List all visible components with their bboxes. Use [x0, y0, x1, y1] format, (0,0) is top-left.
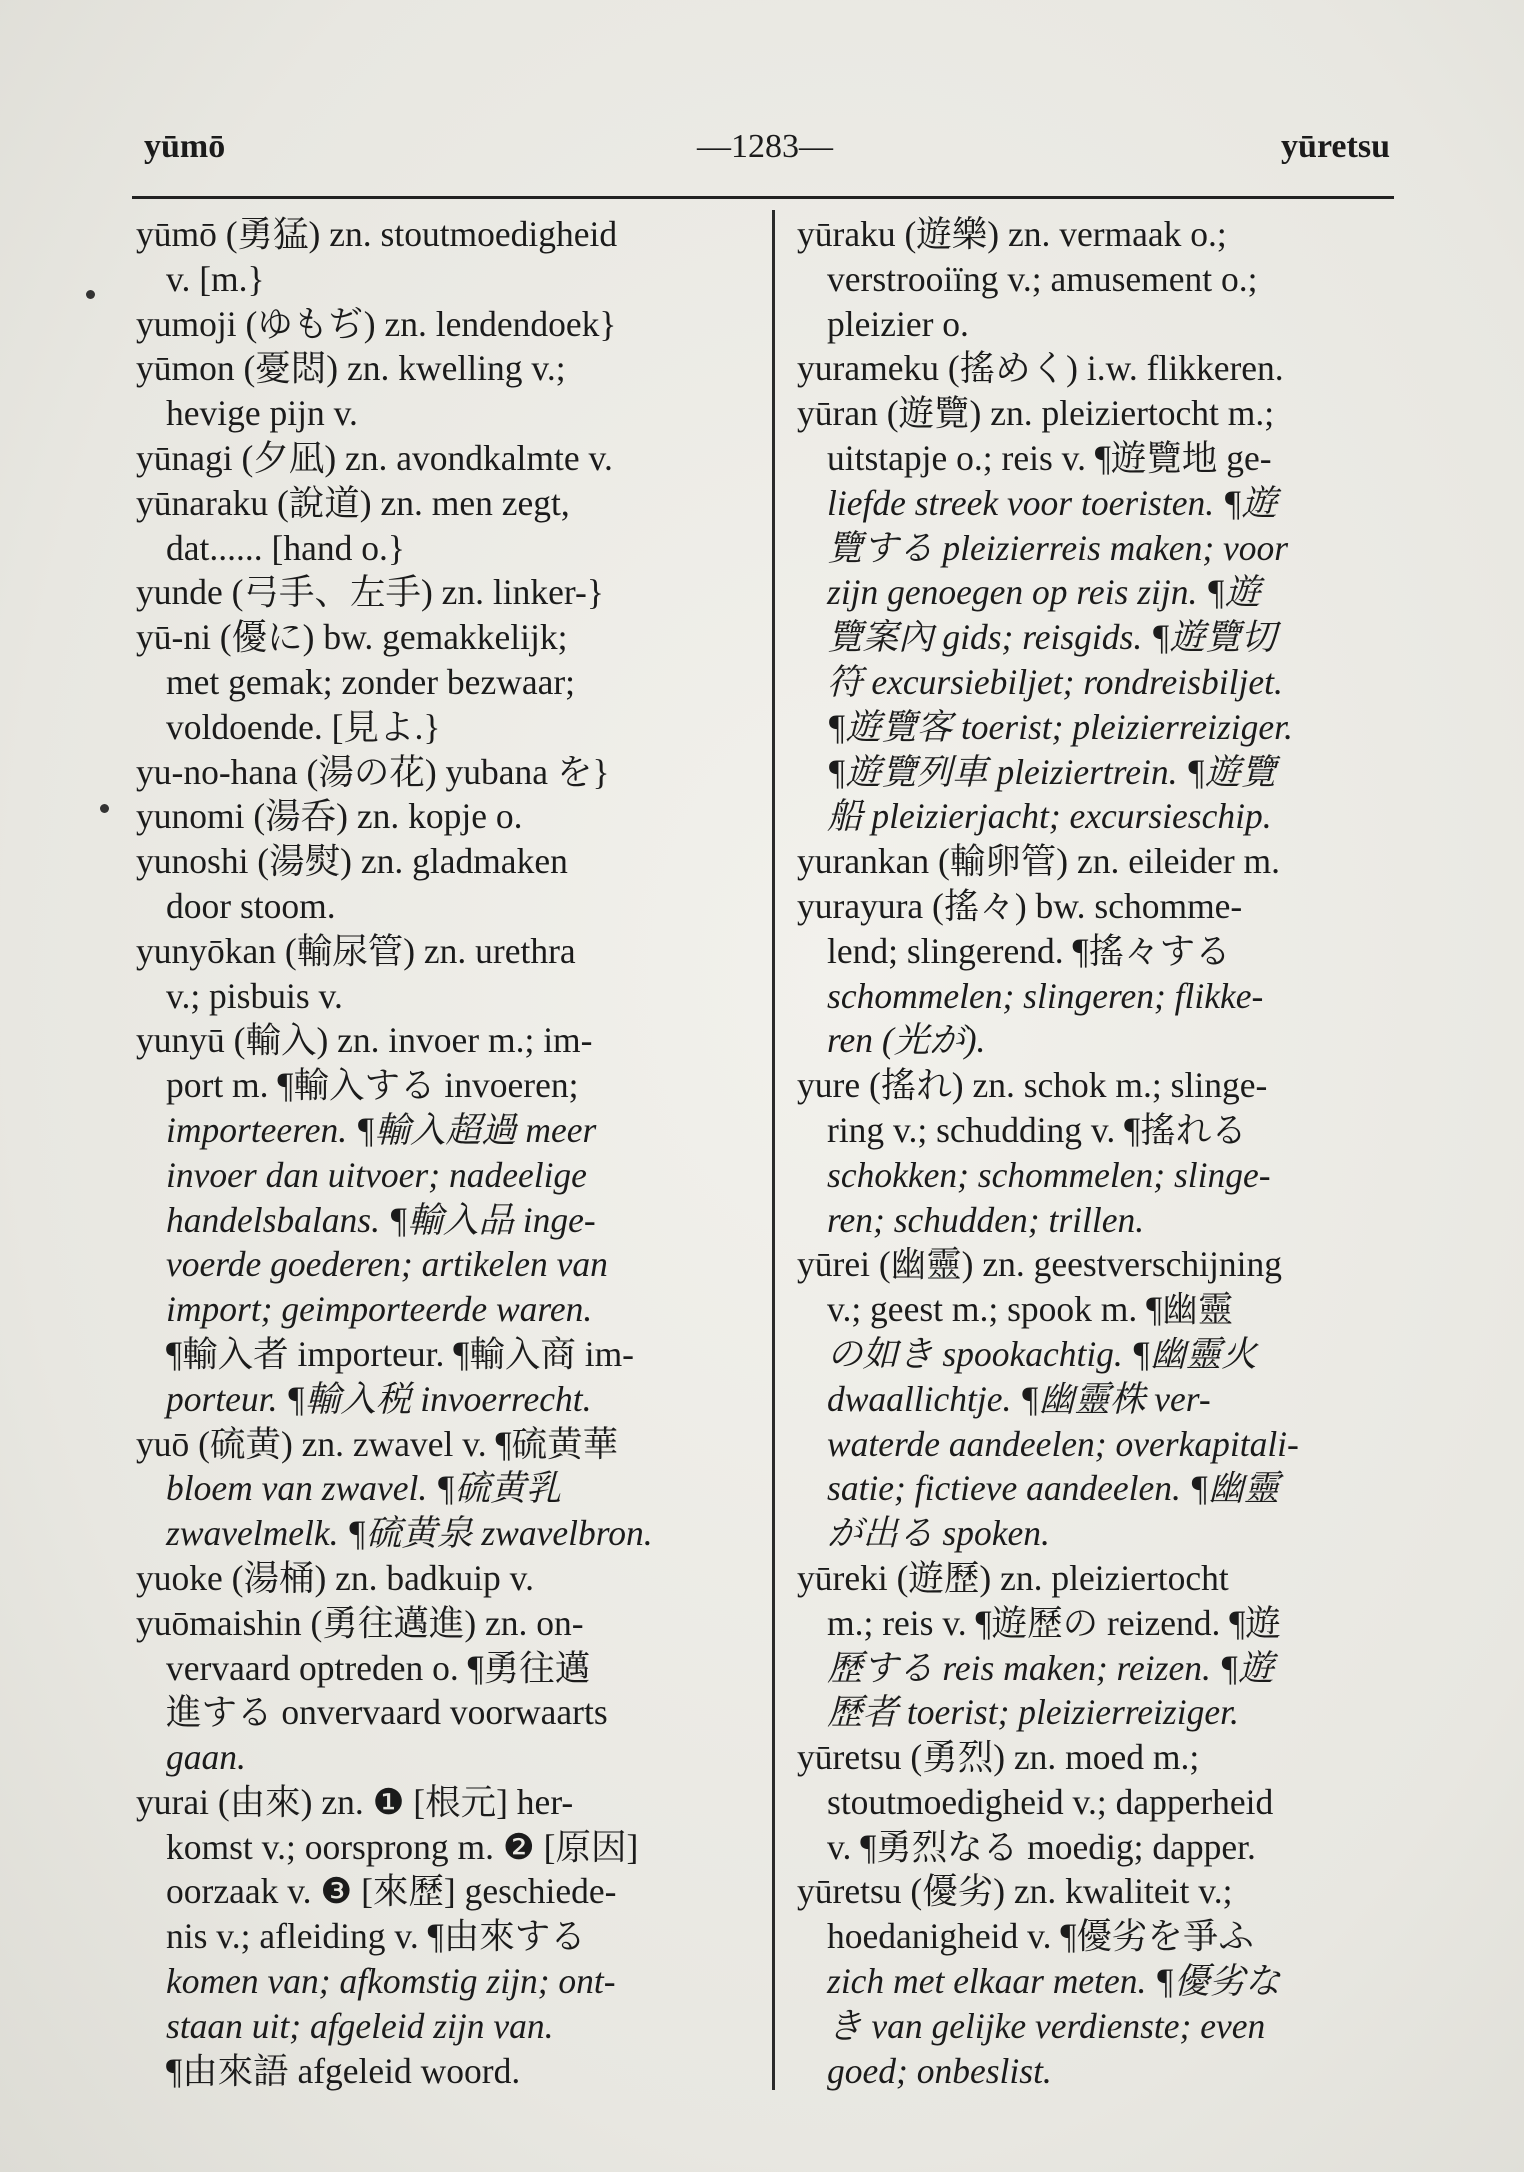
- entry-line: voldoende. [見よ.}: [166, 706, 441, 747]
- entry-line: yūnagi (夕凪) zn. avondkalmte v.: [136, 437, 613, 478]
- left-column: [136, 212, 746, 2093]
- entry-line: yūmon (憂悶) zn. kwelling v.;: [136, 348, 566, 389]
- entry-line: verstrooiïng v.; amusement o.;: [827, 258, 1258, 299]
- entry-line: liefde streek voor toeristen. ¶遊: [827, 482, 1278, 523]
- entry-line: v.; geest m.; spook m. ¶幽靈: [827, 1289, 1234, 1330]
- entry-line: yure (搖れ) zn. schok m.; slinge-: [797, 1065, 1268, 1106]
- entry-line: yūraku (遊樂) zn. vermaak o.;: [797, 214, 1227, 254]
- entry-line: komst v.; oorsprong m. ❷ [原因]: [166, 1826, 639, 1867]
- running-head: [140, 128, 1390, 178]
- entry-line: yūmō (勇猛) zn. stoutmoedigheid: [136, 214, 618, 254]
- entry-line: yunyū (輸入) zn. invoer m.; im-: [136, 1020, 593, 1061]
- entry-line: yū-ni (優に) bw. gemakkelijk;: [136, 617, 568, 658]
- entry-line: 進する onvervaard voorwaarts: [166, 1692, 608, 1733]
- entry-line: v. ¶勇烈なる moedig; dapper.: [827, 1826, 1256, 1867]
- entry-line: yūran (遊覽) zn. pleiziertocht m.;: [797, 393, 1275, 434]
- entry-line: goed; onbeslist.: [827, 2050, 1052, 2091]
- entry-line: ren (光が).: [827, 1020, 986, 1061]
- entry-line: 歷者 toerist; pleizierreiziger.: [827, 1692, 1239, 1733]
- entry-line: staan uit; afgeleid zijn van.: [166, 2005, 554, 2046]
- entry-line: ¶由來語 afgeleid woord.: [166, 2050, 521, 2091]
- entry-line: bloem van zwavel. ¶硫黄乳: [166, 1468, 562, 1509]
- entry-line: yumoji (ゆもぢ) zn. lendendoek}: [136, 303, 617, 344]
- entry-line: vervaard optreden o. ¶勇往邁: [166, 1647, 591, 1688]
- entry-line: m.; reis v. ¶遊歷の reizend. ¶遊: [827, 1602, 1281, 1643]
- entry-line: ring v.; schudding v. ¶搖れる: [827, 1109, 1247, 1150]
- entry-line: き van gelijke verdienste; even: [827, 2005, 1266, 2046]
- entry-line: handelsbalans. ¶輸入品 inge-: [166, 1199, 596, 1240]
- entry-line: ¶輸入者 importeur. ¶輸入商 im-: [166, 1333, 635, 1374]
- entry-line: invoer dan uitvoer; nadeelige: [166, 1154, 587, 1195]
- entry-line: ¶遊覽客 toerist; pleizierreiziger.: [827, 706, 1293, 747]
- right-column: [797, 212, 1415, 2093]
- entry-line: komen van; afkomstig zijn; ont-: [166, 1961, 616, 2002]
- margin-mark: [100, 804, 109, 813]
- entry-line: porteur. ¶輸入税 invoerrecht.: [166, 1378, 592, 1419]
- entry-line: yunoshi (湯熨) zn. gladmaken: [136, 841, 568, 882]
- column-divider: [772, 210, 775, 2090]
- entry-line: oorzaak v. ❸ [來歷] geschiede-: [166, 1871, 617, 1912]
- entry-line: import; geimporteerde waren.: [166, 1289, 593, 1330]
- entry-line: schokken; schommelen; slinge-: [827, 1154, 1271, 1195]
- entry-line: schommelen; slingeren; flikke-: [827, 975, 1264, 1016]
- entry-line: 覽案內 gids; reisgids. ¶遊覽切: [827, 617, 1277, 658]
- page-number: —1283—: [697, 128, 833, 165]
- entry-line: yuoke (湯桶) zn. badkuip v.: [136, 1557, 534, 1598]
- entry-line: yūretsu (優劣) zn. kwaliteit v.;: [797, 1871, 1233, 1912]
- entry-line: yūnaraku (說道) zn. men zegt,: [136, 482, 570, 523]
- entry-line: の如き spookachtig. ¶幽靈火: [827, 1333, 1257, 1374]
- entry-line: voerde goederen; artikelen van: [166, 1244, 608, 1285]
- entry-line: yurameku (搖めく) i.w. flikkeren.: [797, 348, 1284, 389]
- entry-line: uitstapje o.; reis v. ¶遊覽地 ge-: [827, 437, 1272, 478]
- entry-line: gaan.: [166, 1737, 246, 1778]
- entry-line: yunde (弓手、左手) zn. linker-}: [136, 572, 604, 613]
- entry-line: dwaallichtje. ¶幽靈株 ver-: [827, 1378, 1211, 1419]
- entry-line: met gemak; zonder bezwaar;: [166, 661, 576, 702]
- entry-line: yunomi (湯呑) zn. kopje o.: [136, 796, 523, 837]
- entry-line: 歷する reis maken; reizen. ¶遊: [827, 1647, 1274, 1688]
- entry-line: satie; fictieve aandeelen. ¶幽靈: [827, 1468, 1280, 1509]
- entry-line: importeeren. ¶輸入超過 meer: [166, 1109, 597, 1150]
- entry-line: 覽する pleizierreis maken; voor: [827, 527, 1289, 568]
- entry-line: yurayura (搖々) bw. schomme-: [797, 885, 1243, 926]
- entry-line: が出る spoken.: [827, 1513, 1050, 1554]
- entry-line: ren; schudden; trillen.: [827, 1199, 1145, 1240]
- entry-line: port m. ¶輸入する invoeren;: [166, 1065, 579, 1106]
- entry-line: waterde aandeelen; overkapitali-: [827, 1423, 1299, 1464]
- entry-line: lend; slingerend. ¶搖々する: [827, 930, 1231, 971]
- margin-mark: [86, 290, 95, 299]
- entry-line: yūreki (遊歷) zn. pleiziertocht: [797, 1557, 1229, 1598]
- entry-line: yuō (硫黄) zn. zwavel v. ¶硫黄華: [136, 1423, 619, 1464]
- entry-line: nis v.; afleiding v. ¶由來する: [166, 1916, 586, 1957]
- entry-line: hoedanigheid v. ¶優劣を爭ふ: [827, 1916, 1254, 1957]
- entry-line: door stoom.: [166, 885, 336, 926]
- left-guide-word: yūmō: [144, 128, 226, 165]
- entry-line: yunyōkan (輸尿管) zn. urethra: [136, 930, 576, 971]
- entry-line: yurai (由來) zn. ❶ [根元] her-: [136, 1781, 574, 1822]
- entry-line: stoutmoedigheid v.; dapperheid: [827, 1781, 1274, 1822]
- entry-line: yurankan (輸卵管) zn. eileider m.: [797, 841, 1281, 882]
- entry-line: dat...... [hand o.}: [166, 527, 405, 568]
- entry-line: v. [m.}: [166, 258, 265, 299]
- entry-line: zich met elkaar meten. ¶優劣な: [827, 1961, 1281, 2002]
- entry-line: zijn genoegen op reis zijn. ¶遊: [827, 572, 1261, 613]
- entry-line: 符 excursiebiljet; rondreisbiljet.: [827, 661, 1283, 702]
- entry-line: yuōmaishin (勇往邁進) zn. on-: [136, 1602, 584, 1643]
- entry-line: yūrei (幽靈) zn. geestverschijning: [797, 1244, 1283, 1285]
- right-guide-word: yūretsu: [1281, 128, 1390, 165]
- entry-line: yu-no-hana (湯の花) yubana を}: [136, 751, 610, 792]
- entry-line: 船 pleizierjacht; excursieschip.: [827, 796, 1272, 837]
- entry-line: pleizier o.: [827, 303, 969, 344]
- entry-line: v.; pisbuis v.: [166, 975, 343, 1016]
- entry-line: hevige pijn v.: [166, 393, 358, 434]
- entry-line: zwavelmelk. ¶硫黄泉 zwavelbron.: [166, 1513, 653, 1554]
- header-rule: [132, 196, 1394, 199]
- entry-line: ¶遊覽列車 pleiziertrein. ¶遊覽: [827, 751, 1276, 792]
- entry-line: yūretsu (勇烈) zn. moed m.;: [797, 1737, 1200, 1778]
